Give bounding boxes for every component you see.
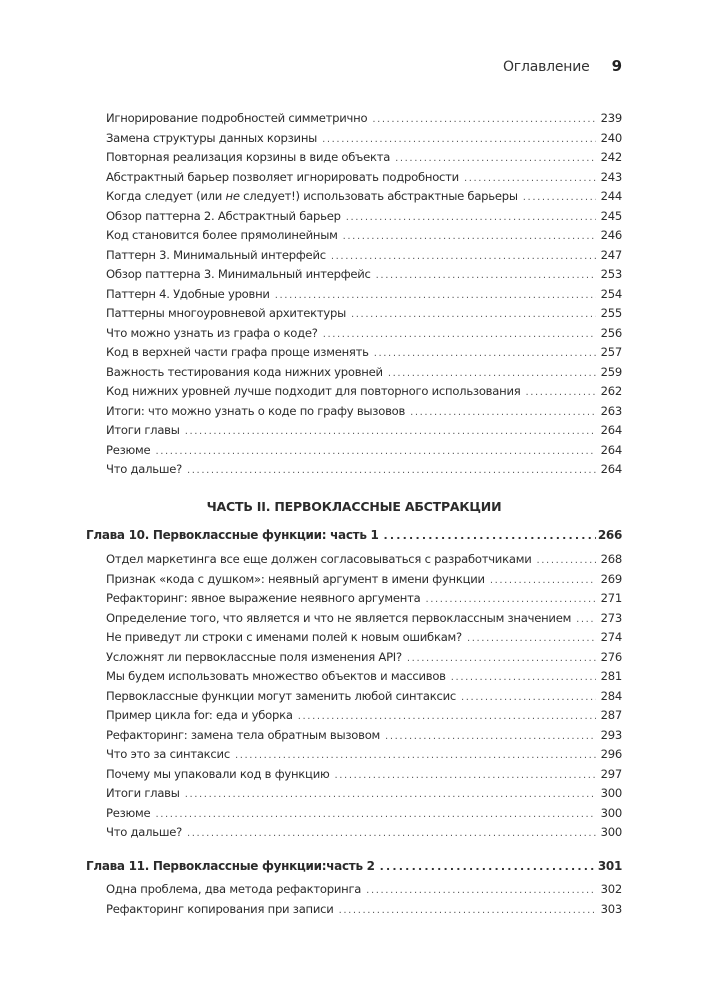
toc-entry-page: 263	[600, 403, 622, 418]
toc-entry-title: Что дальше?	[106, 462, 182, 476]
dot-leader	[523, 190, 596, 206]
toc-entry-title: Рефакторинг: явное выражение неявного аргумента	[106, 591, 421, 605]
toc-entry-title: Мы будем использовать множество объектов и массивов	[106, 669, 446, 683]
toc-entry[interactable]	[106, 571, 622, 589]
dot-leader	[451, 670, 596, 686]
toc-entry-title: Абстрактный барьер позволяет игнорировать подробности	[106, 169, 459, 184]
toc-entry[interactable]	[106, 551, 622, 569]
dot-leader	[155, 444, 596, 460]
toc-entry[interactable]	[106, 766, 622, 784]
toc-entry[interactable]	[106, 208, 622, 226]
toc-entry-page: 268	[600, 552, 622, 566]
dot-leader	[576, 612, 596, 628]
toc-entry-page: 300	[600, 786, 622, 800]
toc-entry[interactable]	[106, 668, 622, 686]
toc-entry-page: 253	[600, 267, 622, 281]
dot-leader	[376, 268, 596, 284]
toc-entry-title: Замена структуры данных корзины	[106, 130, 318, 145]
toc-entry-page: 293	[600, 727, 622, 742]
toc-entry-title: Итоги главы	[106, 786, 180, 800]
toc-entry-title	[106, 188, 518, 204]
toc-entry-title: Обзор паттерна 2. Абстрактный барьер	[106, 208, 341, 223]
toc-entry[interactable]	[106, 785, 622, 803]
dot-leader	[525, 385, 596, 401]
toc-entry[interactable]	[106, 364, 622, 382]
dot-leader	[537, 553, 597, 569]
toc-entry-page: 262	[600, 384, 622, 398]
toc-entry-page: 240	[600, 130, 622, 145]
chapter-title: Глава 11. Первоклассные функции:часть 2	[86, 859, 375, 873]
toc-entry-page: 264	[600, 442, 622, 457]
dot-leader	[410, 405, 596, 421]
part-heading: ЧАСТЬ II. ПЕРВОКЛАССНЫЕ АБСТРАКЦИИ	[206, 499, 502, 514]
dot-leader	[185, 787, 596, 803]
toc-entry-title: Что можно узнать из графа о коде?	[106, 325, 318, 340]
toc-entry[interactable]	[106, 383, 622, 401]
toc-entry-title: Обзор паттерна 3. Минимальный интерфейс	[106, 267, 371, 281]
toc-entry-page: 271	[600, 591, 622, 605]
toc-entry-title: Признак «кода с душком»: неявный аргумент в имени функции	[106, 571, 485, 586]
toc-entry-page: 300	[600, 805, 622, 820]
page-number: 9	[611, 57, 622, 75]
toc-entry-title: Рефакторинг копирования при записи	[106, 901, 334, 916]
toc-entry[interactable]	[106, 169, 622, 187]
dot-leader	[384, 528, 596, 544]
toc-entry-page: 296	[600, 747, 622, 761]
toc-entry-title: Что дальше?	[106, 825, 182, 839]
dot-leader	[380, 859, 596, 875]
toc-entry[interactable]	[106, 403, 622, 421]
toc-entry-page: 273	[600, 610, 622, 625]
toc-entry[interactable]	[106, 305, 622, 323]
toc-entry-page: 264	[600, 462, 622, 476]
toc-entry[interactable]	[106, 746, 622, 764]
dot-leader	[339, 903, 596, 919]
title-part: следует!) использовать абстрактные барьеры	[239, 189, 518, 203]
toc-entry-title: Рефакторинг: замена тела обратным вызовом	[106, 727, 381, 742]
toc-entry-page: 244	[600, 189, 622, 203]
toc-entry-title: Код становится более прямолинейным	[106, 228, 338, 242]
toc-entry-page: 256	[600, 325, 622, 340]
toc-entry[interactable]	[106, 130, 622, 148]
toc-entry[interactable]	[106, 188, 622, 206]
toc-entry-page: 245	[600, 208, 622, 223]
toc-entry[interactable]	[106, 227, 622, 245]
toc-entry[interactable]	[106, 688, 622, 706]
toc-entry-title: Что это за синтаксис	[106, 747, 230, 761]
dot-leader	[467, 631, 596, 647]
toc-entry[interactable]	[106, 286, 622, 304]
dot-leader	[461, 690, 596, 706]
toc-entry-page: 276	[600, 649, 622, 664]
toc-entry-title: Код нижних уровней лучше подходит для повторного использования	[106, 384, 521, 398]
title-part: Когда следует (или	[106, 189, 226, 203]
dot-leader	[331, 249, 596, 265]
toc-entry-title: Игнорирование подробностей симметрично	[106, 111, 368, 125]
toc-entry[interactable]	[106, 901, 622, 919]
chapter-title: Глава 10. Первоклассные функции: часть 1	[86, 528, 379, 542]
toc-entry[interactable]	[106, 610, 622, 628]
toc-entry-page: 281	[600, 669, 622, 683]
dot-leader	[235, 748, 596, 764]
toc-entry-page: 274	[600, 630, 622, 644]
toc-entry[interactable]	[106, 149, 622, 167]
dot-leader	[346, 210, 596, 226]
toc-entry-title: Важность тестирования кода нижних уровней	[106, 364, 383, 379]
toc-entry-title: Итоги главы	[106, 423, 180, 437]
dot-leader	[407, 651, 596, 667]
dot-leader	[385, 729, 596, 745]
toc-entry-title: Усложнят ли первоклассные поля изменения API?	[106, 649, 402, 664]
toc-entry[interactable]	[106, 422, 622, 440]
dot-leader	[464, 171, 596, 187]
chapter-page: 266	[597, 528, 622, 542]
toc-entry-title: Резюме	[106, 805, 151, 820]
dot-leader	[372, 112, 596, 128]
toc-entry[interactable]	[106, 344, 622, 362]
toc-entry-title: Пример цикла for: еда и уборка	[106, 708, 293, 722]
dot-leader	[335, 768, 597, 784]
toc-entry[interactable]	[106, 727, 622, 745]
dot-leader	[395, 151, 596, 167]
toc-entry-title: Код в верхней части графа проще изменять	[106, 345, 369, 359]
toc-entry[interactable]	[106, 461, 622, 479]
dot-leader	[298, 709, 596, 725]
toc-entry-page: 269	[600, 571, 622, 586]
toc-entry-title: Повторная реализация корзины в виде объекта	[106, 150, 391, 164]
toc-chapter-10[interactable]	[86, 527, 622, 544]
toc-entry-page: 297	[600, 766, 622, 781]
toc-entry-page: 255	[600, 306, 622, 320]
toc-entry[interactable]	[106, 649, 622, 667]
toc-entry[interactable]	[106, 805, 622, 823]
toc-entry-page: 246	[600, 228, 622, 242]
dot-leader	[366, 883, 596, 899]
dot-leader	[322, 132, 596, 148]
toc-entry-title: Первоклассные функции могут заменить любой синтаксис	[106, 688, 456, 703]
toc-entry[interactable]	[106, 266, 622, 284]
dot-leader	[187, 463, 596, 479]
chapter-page: 301	[597, 859, 622, 873]
toc-entry-page: 243	[600, 169, 622, 184]
running-header-title: Оглавление	[502, 59, 590, 75]
toc-entry-title: Резюме	[106, 442, 151, 457]
dot-leader	[275, 288, 596, 304]
dot-leader	[187, 826, 596, 842]
toc-entry-title: Итоги: что можно узнать о коде по графу вызовов	[106, 403, 406, 418]
running-header	[0, 57, 622, 75]
toc-entry[interactable]	[106, 442, 622, 460]
toc-entry-page: 259	[600, 364, 622, 379]
toc-entry-page: 239	[600, 111, 622, 125]
toc-entry-title: Отдел маркетинга все еще должен согласовываться с разработчиками	[106, 552, 532, 566]
toc-entry-page: 303	[600, 901, 622, 916]
dot-leader	[388, 366, 596, 382]
dot-leader	[155, 807, 596, 823]
toc-entry-page: 247	[600, 247, 622, 262]
toc-entry-page: 284	[600, 688, 622, 703]
toc-entry-title: Паттерн 4. Удобные уровни	[106, 286, 270, 301]
toc-entry-page: 264	[600, 423, 622, 437]
toc-entry[interactable]	[106, 247, 622, 265]
dot-leader	[374, 346, 596, 362]
toc-entry[interactable]	[106, 590, 622, 608]
dot-leader	[323, 327, 596, 343]
toc-entry-title: Паттерны многоуровневой архитектуры	[106, 306, 346, 320]
toc-entry-page: 257	[600, 345, 622, 359]
toc-entry-title: Одна проблема, два метода рефакторинга	[106, 882, 362, 896]
dot-leader	[351, 307, 596, 323]
toc-entry-page: 242	[600, 150, 622, 164]
dot-leader	[185, 424, 596, 440]
toc-entry[interactable]	[106, 110, 622, 128]
toc-entry[interactable]	[106, 325, 622, 343]
toc-entry-title: Не приведут ли строки с именами полей к новым ошибкам?	[106, 630, 462, 644]
toc-entry[interactable]	[106, 629, 622, 647]
toc-entry-page: 287	[600, 708, 622, 722]
toc-entry-page: 254	[600, 286, 622, 301]
title-emphasis: не	[225, 189, 240, 203]
dot-leader	[343, 229, 596, 245]
dot-leader	[490, 573, 596, 589]
toc-entry-title: Определение того, что является и что не является первоклассным значением	[106, 610, 572, 625]
toc-entry[interactable]	[106, 707, 622, 725]
toc-entry[interactable]	[106, 824, 622, 842]
toc-entry-title: Паттерн 3. Минимальный интерфейс	[106, 247, 326, 262]
toc-entry-page: 300	[600, 825, 622, 839]
dot-leader	[425, 592, 596, 608]
toc-entry-page: 302	[600, 882, 622, 896]
toc-entry-title: Почему мы упаковали код в функцию	[106, 766, 330, 781]
toc-chapter-11[interactable]	[86, 858, 622, 875]
toc-entry[interactable]	[106, 881, 622, 899]
